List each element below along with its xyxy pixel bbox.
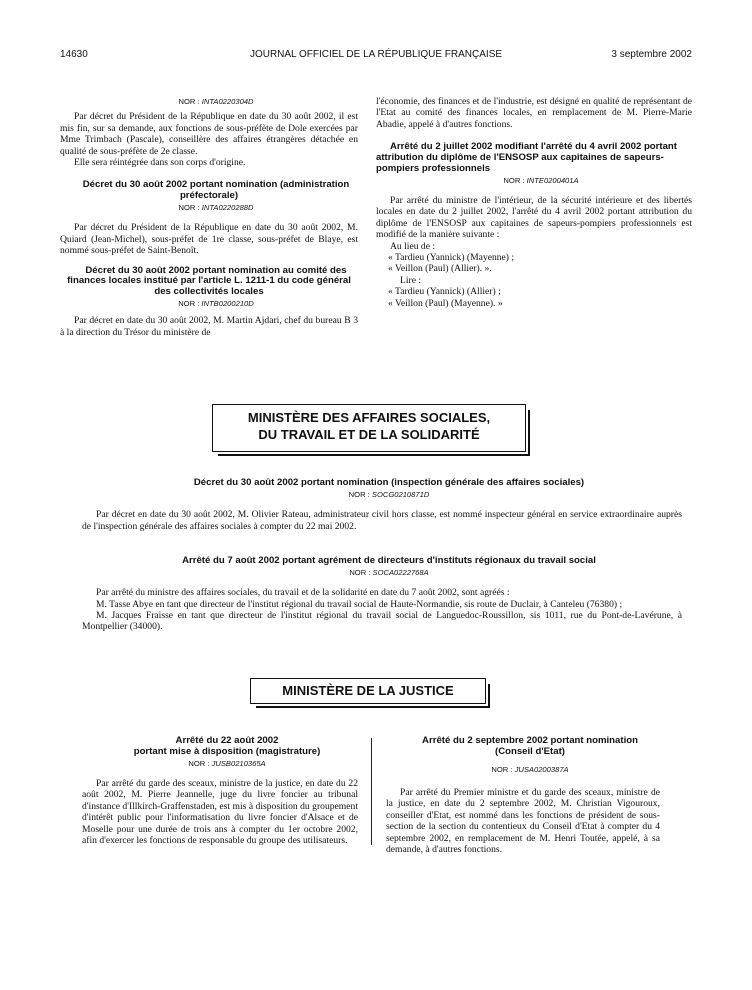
ministry-heading-box <box>250 678 486 704</box>
paragraph: Par arrêté du ministre des affaires sociales, du travail et de la solidarité en date du 7 août 2002, sont agréés : <box>96 587 510 599</box>
paragraph: Par décret du Président de la République en date du 30 août 2002, M. Quiard (Jean-Michel), sous-préfet de 1re classe, sous-préfet de Blaye, est nommé sous-préfet de Saint-Benoît. <box>60 222 358 257</box>
ministry-line: DU TRAVAIL ET DE LA SOLIDARITÉ <box>258 427 480 442</box>
nor-reference: NOR : INTA0220288D <box>178 203 254 213</box>
decree-title: Décret du 30 août 2002 portant nomination au comité des finances locales institué par l'article L. 1211-1 du code général des collectivités locales <box>67 264 351 298</box>
nor-reference: NOR : SOCG0210871D <box>348 489 430 499</box>
paragraph: Elle sera réintégrée dans son corps d'origine. <box>74 157 246 169</box>
page-header <box>60 49 692 63</box>
justice-left-column <box>82 736 358 846</box>
paragraph: Par arrêté du ministre de l'intérieur, de la sécurité intérieure et des libertés locales en date du 2 juillet 2002, l'arrêté du 4 avril 2002 portant attribution du diplôme de l'ENSOSP aux capitaines de sapeurs-pompiers professionnels est modifié de la manière suivante : <box>376 195 692 241</box>
paragraph: Par décret en date du 30 août 2002, M. Martin Ajdari, chef du bureau B 3 à la direction du Trésor du ministère de <box>60 315 358 338</box>
nor-reference: NOR : JUSB0210365A <box>188 758 266 768</box>
issue-date: 3 septembre 2002 <box>611 49 692 60</box>
section-igas <box>82 478 682 532</box>
decree-title: Arrêté du 2 septembre 2002 portant nomination <box>422 735 638 746</box>
paragraph: M. Tasse Abye en tant que directeur de l'institut régional du travail social de Haute-Normandie, sis route de Duclair, à Canteleu (76380) ; <box>96 598 623 610</box>
paragraph: l'économie, des finances et de l'industrie, est désigné en qualité de représentant de l'Etat au comité des finances locales, en remplacement de M. Pierre-Marie Abadie, appelé à d'autres fonctions. <box>376 96 692 130</box>
list-label: Lire : <box>400 274 422 286</box>
section-instituts <box>82 556 682 633</box>
ministry-line: MINISTÈRE DE LA JUSTICE <box>282 683 454 698</box>
nor-reference: NOR : INTA0220304D <box>178 97 254 106</box>
decree-title: Arrêté du 22 août 2002 <box>175 735 279 746</box>
decree-title: Décret du 30 août 2002 portant nomination (administration préfectorale) <box>82 179 350 202</box>
paragraph: Par décret en date du 30 août 2002, M. Olivier Rateau, administrateur civil hors classe, est nommé inspecteur général en service extraordinaire auprès de l'inspection générale des affaires sociales à compter du 22 mai 2002. <box>82 509 682 532</box>
paragraph: Par décret du Président de la République en date du 30 août 2002, il est mis fin, sur sa demande, aux fonctions de sous-préfète de Dole exercées par Mme Trimbach (Pascale), conseillère des affaires étrangères détachée en qualité de sous-préfète de 2e classe. <box>60 111 358 157</box>
nor-reference: NOR : SOCA0222768A <box>349 567 429 577</box>
paragraph: Par arrêté du Premier ministre et du garde des sceaux, ministre de la justice, en date du 2 septembre 2002, M. Christian Vigouroux, conseiller d'Etat, est nommé dans les fonctions de président de sous-section de la section du contentieux du Conseil d'Etat à compter du 4 septembre 2002, en remplacement de M. Henri Toutée, appelé, à sa demande, à d'autres fonctions. <box>386 787 660 856</box>
decree-title: Arrêté du 7 août 2002 portant agrément de directeurs d'instituts régionaux du travail social <box>182 555 596 566</box>
column-divider <box>371 738 372 845</box>
list-item: « Tardieu (Yannick) (Mayenne) ; <box>388 252 515 264</box>
journal-title: JOURNAL OFFICIEL DE LA RÉPUBLIQUE FRANÇAISE <box>249 49 503 60</box>
ministry-heading-box <box>212 404 526 452</box>
justice-right-column <box>386 736 660 855</box>
decree-title: Arrêté du 2 juillet 2002 modifiant l'arrêté du 4 avril 2002 portant attribution du diplôme de l'ENSOSP aux capitaines de sapeurs-pompiers professionnels <box>376 141 677 174</box>
decree-title: (Conseil d'Etat) <box>495 745 565 757</box>
list-item: « Veillon (Paul) (Mayenne). » <box>388 297 503 309</box>
decree-title: Décret du 30 août 2002 portant nomination (inspection générale des affaires sociales) <box>193 477 585 488</box>
paragraph: Par arrêté du garde des sceaux, ministre de la justice, en date du 22 août 2002, M. Pierre Jeannelle, juge du livre foncier au tribunal d'instance d'Illkirch-Graffenstaden, est mis à disposition du groupement d'intérêt public pour l'informatisation du livre foncier d'Alsace et de Moselle pour une durée de trois ans à compter du 1er octobre 2002, afin d'exercer les fonctions de responsable du groupe des utilisateurs. <box>82 778 358 847</box>
nor-reference: NOR : INTB0200210D <box>178 299 254 309</box>
ministry-line: MINISTÈRE DES AFFAIRES SOCIALES, <box>247 410 491 425</box>
right-column <box>376 96 692 309</box>
list-item: « Tardieu (Yannick) (Allier) ; <box>388 286 501 298</box>
list-item: « Veillon (Paul) (Allier). ». <box>388 263 492 275</box>
left-column <box>60 96 358 338</box>
paragraph: M. Jacques Fraisse en tant que directeur de l'institut régional du travail social de Languedoc-Roussillon, sis 1011, rue du Pont-de-Lavérune, à Montpellier (34000). <box>82 610 682 633</box>
decree-title: portant mise à disposition (magistrature) <box>133 745 321 757</box>
page-number: 14630 <box>60 49 88 60</box>
nor-reference: NOR : JUSA0200387A <box>491 764 569 774</box>
nor-reference: NOR : INTE0200401A <box>503 175 579 185</box>
list-label: Au lieu de : <box>390 240 436 252</box>
